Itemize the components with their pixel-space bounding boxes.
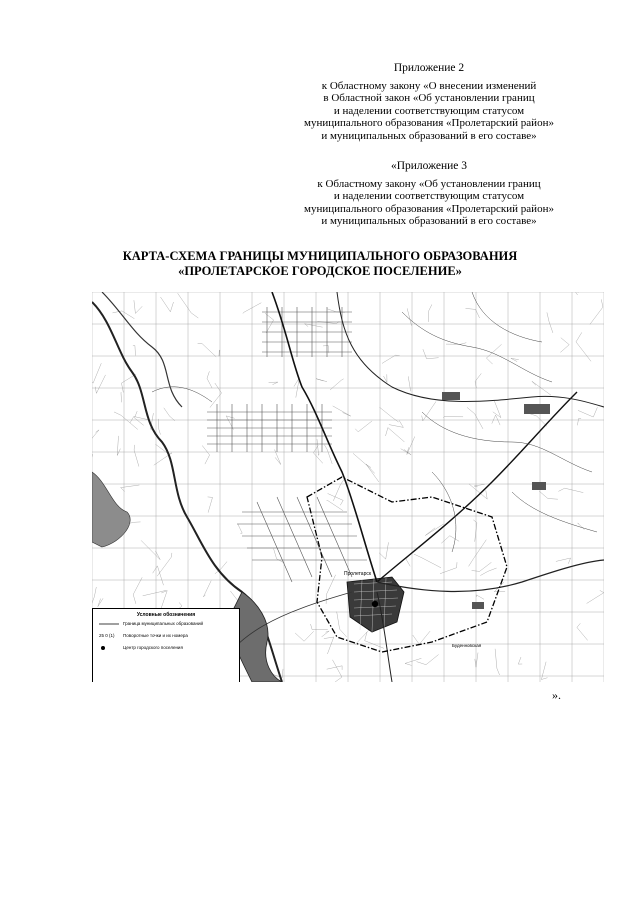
boundary-line-symbol [99, 621, 119, 627]
appendix-3-line: и муниципальных образований в его составе» [321, 215, 537, 227]
field-boundary [265, 313, 274, 333]
main-road [337, 292, 604, 407]
appendix-3-line: муниципального образования «Пролетарский район» [304, 202, 554, 215]
field-boundary [208, 497, 213, 513]
field-boundary [547, 312, 553, 333]
field-boundary [476, 595, 484, 599]
field-boundary [417, 655, 439, 665]
legend-label: Поворотные точки и их номера [123, 633, 188, 638]
field-boundary [92, 587, 96, 605]
main-road [377, 560, 604, 591]
legend-title: Условные обозначения [136, 612, 196, 618]
field-boundary [92, 363, 101, 383]
field-boundary [401, 449, 411, 455]
appendix-3-line: к Областному закону «Об установлении границ [317, 177, 541, 190]
field-boundary [327, 501, 344, 511]
title-line-1: КАРТА-СХЕМА ГРАНИЦЫ МУНИЦИПАЛЬНОГО ОБРАЗОВАНИЯ [122, 249, 518, 263]
field-boundary [405, 658, 421, 665]
field-boundary [134, 445, 139, 467]
field-boundary [316, 379, 327, 382]
field-boundary [493, 401, 501, 418]
field-boundary [153, 566, 164, 585]
appendix-3-heading: «Приложение 3 [390, 160, 468, 172]
legend-label: Центр городского поселения [123, 645, 183, 650]
field-boundary [121, 485, 140, 492]
field-boundary [389, 421, 404, 428]
field-boundary [587, 590, 604, 603]
field-boundary [469, 540, 487, 567]
field-boundary [407, 437, 415, 455]
field-boundary [322, 631, 330, 637]
field-boundary [558, 488, 583, 492]
field-boundary [577, 623, 588, 640]
boundary-map [92, 292, 604, 682]
closing-quote-mark: ». [552, 688, 561, 702]
field-boundary [466, 308, 480, 318]
field-boundary [577, 419, 581, 426]
field-boundary [414, 554, 441, 568]
field-boundary [353, 453, 371, 467]
field-boundary [475, 653, 478, 668]
field-boundary [92, 430, 99, 440]
field-boundary [556, 558, 571, 564]
field-boundary [576, 332, 591, 361]
title-line-2: «ПРОЛЕТАРСКОЕ ГОРОДСКОЕ ПОСЕЛЕНИЕ» [178, 264, 462, 278]
field-boundary [541, 662, 547, 680]
field-boundary [429, 305, 432, 322]
settlement-grid [207, 307, 367, 582]
field-boundary [511, 358, 519, 361]
map-place-label: Пролетарск [344, 571, 372, 577]
legend-row [93, 642, 239, 654]
field-boundary [578, 407, 597, 417]
field-boundary [518, 657, 522, 664]
appendix-2-line: и наделении соответствующим статусом [333, 104, 525, 117]
appendix-2-block [264, 62, 594, 142]
map-legend [92, 608, 240, 682]
field-boundary [121, 392, 122, 402]
field-boundary [423, 349, 439, 359]
field-boundary [474, 484, 484, 487]
field-boundary [161, 297, 174, 312]
field-boundary [560, 338, 569, 353]
field-boundary [202, 446, 209, 465]
field-boundary [114, 412, 138, 430]
field-boundary [238, 524, 242, 534]
field-boundary [590, 299, 603, 324]
field-boundary [443, 417, 463, 418]
field-boundary [134, 300, 142, 313]
appendix-3-block [264, 160, 594, 228]
appendix-2-line: муниципального образования «Пролетарский район» [304, 117, 554, 129]
field-boundary [98, 598, 103, 606]
point-number-symbol: 25 0 (1) [99, 633, 115, 638]
municipal-boundary [307, 477, 507, 652]
field-boundary [305, 324, 323, 328]
field-boundary [366, 464, 379, 482]
appendix-2-line: в Областной закон «Об установлении границ [323, 92, 535, 104]
field-boundary [386, 428, 405, 442]
field-boundary [226, 416, 234, 430]
appendix-2-heading: Приложение 2 [393, 62, 465, 74]
field-boundary [294, 378, 300, 398]
field-boundary [532, 381, 551, 395]
field-boundary [480, 568, 496, 576]
field-boundary [528, 413, 547, 426]
river-branch [102, 292, 182, 407]
field-boundary [337, 612, 347, 637]
field-boundary [355, 421, 372, 432]
field-boundary [495, 649, 500, 675]
field-boundary [324, 637, 334, 654]
field-boundary [219, 350, 220, 356]
appendix-2-line: и муниципальных образований в его составе» [321, 129, 537, 142]
legend-row [93, 618, 239, 630]
field-boundary [379, 542, 388, 559]
field-boundary [133, 577, 142, 604]
field-boundary [269, 382, 278, 385]
field-boundary [539, 491, 558, 499]
field-boundary [117, 436, 120, 456]
document-title [0, 249, 640, 279]
field-boundary [210, 383, 222, 408]
legend-label: Граница муниципальных образований [123, 621, 204, 626]
field-boundary [486, 344, 501, 364]
appendix-3-line: и наделении соответствующим статусом [333, 190, 525, 202]
field-boundary [407, 308, 411, 325]
map-place-label: Буденновская [452, 643, 482, 648]
field-boundary [365, 632, 384, 648]
field-boundary [207, 371, 212, 388]
field-boundary [473, 520, 477, 542]
field-boundary [130, 417, 150, 423]
field-boundary [327, 666, 342, 670]
field-boundary [198, 343, 217, 357]
field-boundary [382, 355, 400, 363]
appendix-2-line: к Областному закону «О внесении изменений [321, 79, 537, 92]
field-boundary [133, 346, 136, 356]
field-boundary [330, 379, 344, 390]
field-boundary [313, 445, 322, 463]
field-boundary [469, 484, 487, 499]
field-boundary [472, 562, 492, 571]
field-boundary [295, 631, 314, 641]
legend-row [93, 630, 239, 642]
field-boundary [122, 374, 137, 392]
water-body [92, 472, 130, 547]
small-settlements [442, 392, 550, 609]
field-boundary [203, 581, 211, 597]
field-boundary [141, 540, 160, 559]
field-boundary [317, 439, 319, 455]
field-boundary [311, 624, 328, 630]
center-dot-icon [99, 645, 119, 651]
settlement-center-dot [372, 601, 378, 607]
field-boundary [143, 590, 167, 596]
field-boundary [95, 375, 105, 393]
railway [272, 292, 377, 582]
field-boundary [440, 562, 457, 574]
field-boundary [159, 419, 161, 435]
field-boundary [408, 376, 410, 391]
field-boundary [164, 408, 175, 421]
field-boundary [467, 407, 483, 429]
field-boundary [328, 494, 344, 506]
field-boundary [333, 660, 342, 682]
field-boundary [275, 450, 281, 465]
